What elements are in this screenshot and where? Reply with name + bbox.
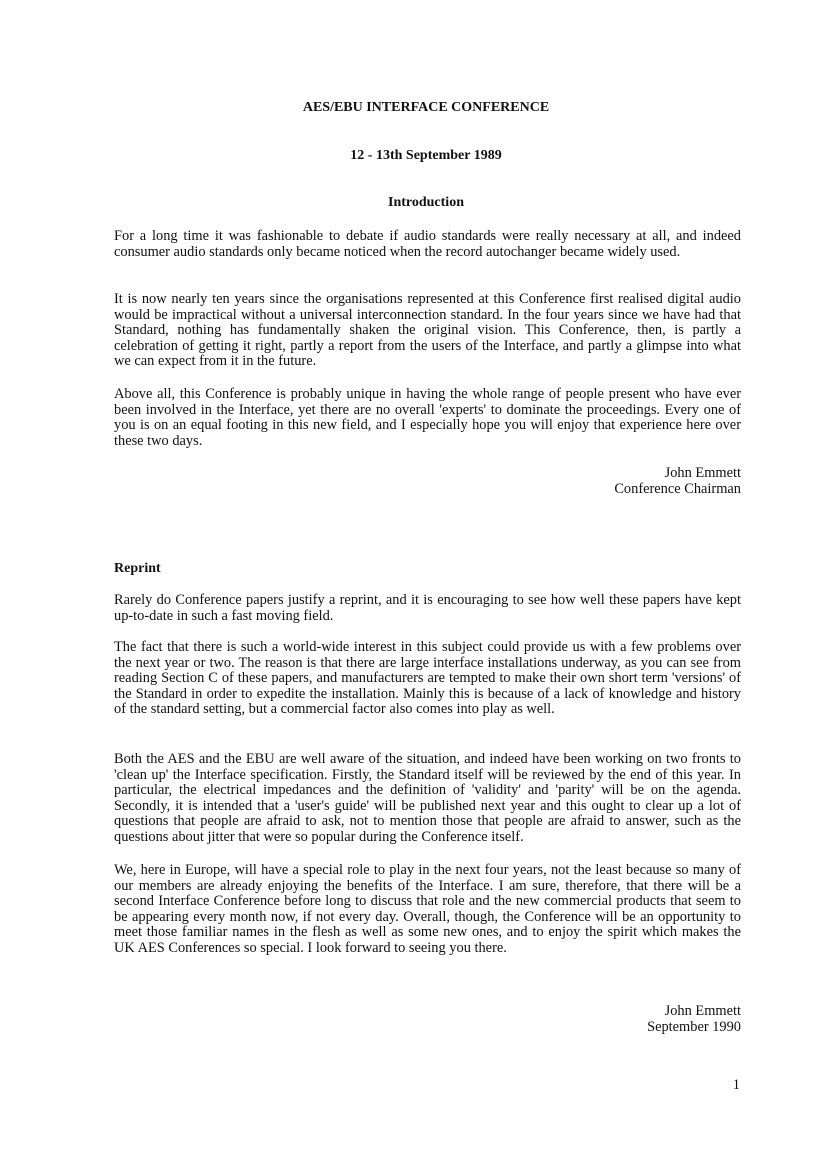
signature-date: September 1990: [647, 1018, 741, 1035]
section-heading-introduction: Introduction: [388, 195, 464, 210]
page-number: 1: [732, 1077, 740, 1093]
reprint-paragraph: Rarely do Conference papers justify a reprint, and it is encouraging to see how well these papers have kept up-to-date in such a fast moving field.: [114, 592, 741, 624]
signature-name: John Emmett: [664, 465, 741, 481]
intro-signature: [614, 466, 741, 497]
reprint-paragraph: The fact that there is such a world-wide interest in this subject could provide us with a few problems over the next year or two. The reason is that there are large interface installations underway, as you can see from reading Section C of these papers, and manufacturers are tempted to make their own short term 'versions' of the Standard in order to expedite the installation. Mainly this is because of a lack of knowledge and history of the standard setting, but a commercial factor also comes into play as well.: [114, 639, 741, 718]
intro-paragraph: It is now nearly ten years since the organisations represented at this Conference first realised digital audio would be impractical without a universal interconnection standard. In the four years since we have had that Standard, nothing has fundamentally shaken the original vision. This Conference, then, is partly a celebration of getting it right, partly a report from the users of the Interface, and partly a glimpse into what we can expect from it in the future.: [114, 291, 741, 370]
intro-paragraph: For a long time it was fashionable to debate if audio standards were really necessary at all, and indeed consumer audio standards only became noticed when the record autochanger became widely used.: [114, 228, 741, 260]
section-heading-reprint: Reprint: [114, 561, 161, 576]
intro-paragraph: Above all, this Conference is probably unique in having the whole range of people present who have ever been involved in the Interface, yet there are no overall 'experts' to dominate the proceedings. Every one of you is on an equal footing in this new field, and I especially hope you will enjoy that experience here over these two days.: [114, 386, 741, 449]
signature-role: Conference Chairman: [614, 480, 741, 497]
reprint-paragraph: Both the AES and the EBU are well aware of the situation, and indeed have been working on two fronts to 'clean up' the Interface specification. Firstly, the Standard itself will be reviewed by the end of this year. In particular, the electrical impedances and the definition of 'validity' and 'parity' will be on the agenda. Secondly, it is intended that a 'user's guide' will be published next year and this ought to clear up a lot of questions that people are afraid to ask, not to mention those that people are afraid to answer, such as the questions about jitter that were so popular during the Conference itself.: [114, 751, 741, 845]
document-title: AES/EBU INTERFACE CONFERENCE: [302, 100, 550, 115]
conference-date: 12 - 13th September 1989: [350, 148, 502, 163]
signature-name: John Emmett: [664, 1003, 741, 1019]
reprint-paragraph: We, here in Europe, will have a special role to play in the next four years, not the least because so many of our members are already enjoying the benefits of the Interface. I am sure, therefore, that there will be a second Interface Conference before long to discuss that role and the new commercial products that seem to be appearing every month now, if not every day. Overall, though, the Conference will be an opportunity to meet those familiar names in the flesh as well as some new ones, and to enjoy the spirit which makes the UK AES Conferences so special. I look forward to seeing you there.: [114, 862, 741, 956]
reprint-signature: [647, 1004, 741, 1035]
